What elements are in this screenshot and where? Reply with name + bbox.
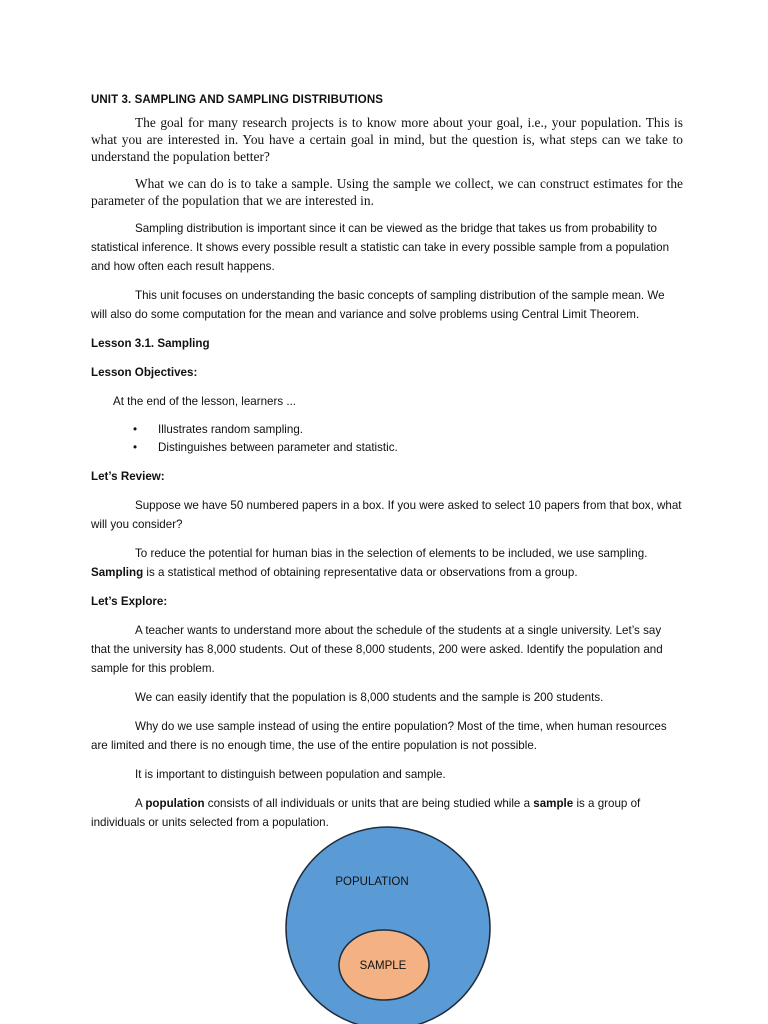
review-heading: Let’s Review: <box>91 470 165 483</box>
explore-paragraph-2: We can easily identify that the population is 8,000 students and the sample is 200 students. <box>135 691 604 704</box>
list-item <box>91 421 683 439</box>
intro-paragraph-1: The goal for many research projects is to know more about your goal, i.e., your population. This is what you are interested in. You have a certain goal in mind, but the question is, what steps can we take to understand the population better? <box>91 115 683 164</box>
population-term: population <box>145 797 205 810</box>
population-sample-diagram <box>284 826 492 1024</box>
explore-paragraph-3: Why do we use sample instead of using the entire population? Most of the time, when human resources are limited and there is no enough time, the use of the entire population is not possible. <box>91 720 667 752</box>
bullet-icon: • <box>133 441 138 454</box>
definition-text: consists of all individuals or units that are being studied while a <box>204 797 534 810</box>
lesson-title: Lesson 3.1. Sampling <box>91 337 210 350</box>
explore-paragraph-1: A teacher wants to understand more about the schedule of the students at a single university. Let’s say that the university has 8,000 students. Out of these 8,000 students, 200 were asked. Identify the population and sample for this problem. <box>91 624 663 675</box>
review-paragraph-1: Suppose we have 50 numbered papers in a box. If you were asked to select 10 papers from that box, what will you consider? <box>91 499 682 531</box>
sampling-term: Sampling <box>91 566 144 579</box>
review-paragraph-2 <box>91 544 683 582</box>
definition-text: A <box>135 797 146 810</box>
objectives-heading: Lesson Objectives: <box>91 366 198 379</box>
explore-heading: Let’s Explore: <box>91 595 168 608</box>
unit-focus-paragraph: This unit focuses on understanding the basic concepts of sampling distribution of the sample mean. We will also do some computation for the mean and variance and solve problems using Central Limit Theorem. <box>91 289 665 321</box>
sampling-distribution-paragraph: Sampling distribution is important since it can be viewed as the bridge that takes us from probability to statistical inference. It shows every possible result a statistic can take in every possible sample from a population and how often each result happens. <box>91 222 670 273</box>
unit-title: UNIT 3. SAMPLING AND SAMPLING DISTRIBUTIONS <box>91 94 384 106</box>
sample-label: SAMPLE <box>359 960 407 972</box>
intro-paragraph-2: What we can do is to take a sample. Using the sample we collect, we can construct estimates for the parameter of the population that we are interested in. <box>91 176 683 208</box>
list-item <box>91 439 683 457</box>
objectives-list <box>91 421 683 457</box>
sample-term: sample <box>533 797 574 810</box>
explore-paragraph-4: It is important to distinguish between population and sample. <box>135 768 446 781</box>
definition-text: is a group of individuals or units selected from a population. <box>91 797 641 829</box>
document-body <box>91 94 683 842</box>
review-text-start: To reduce the potential for human bias in the selection of elements to be included, we use sampling. <box>135 547 648 560</box>
objective-text: Distinguishes between parameter and statistic. <box>158 441 398 454</box>
bullet-icon: • <box>133 423 138 436</box>
objectives-intro: At the end of the lesson, learners ... <box>113 395 297 408</box>
objective-text: Illustrates random sampling. <box>158 423 303 436</box>
review-text-end: is a statistical method of obtaining representative data or observations from a group. <box>143 566 578 579</box>
population-label: POPULATION <box>335 876 409 888</box>
